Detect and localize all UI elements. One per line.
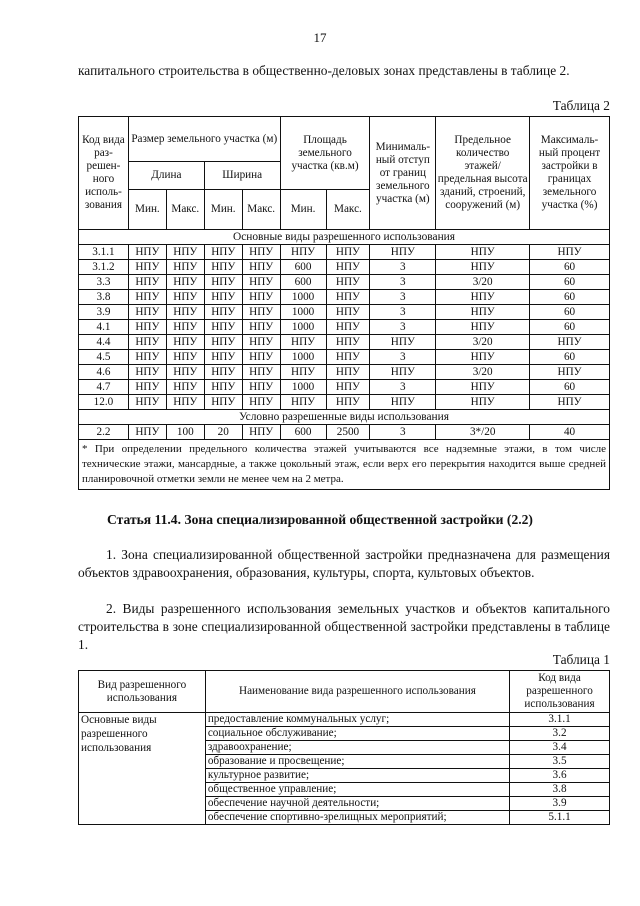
footnote-row [79, 440, 610, 490]
table-cell: 3/20 [436, 335, 530, 350]
header-length-max: Макс. [166, 190, 204, 230]
table-cell: НПУ [436, 290, 530, 305]
table-cell: НПУ [242, 245, 280, 260]
table-cell: НПУ [530, 245, 610, 260]
table-cell: 600 [280, 425, 326, 440]
table-row [79, 365, 610, 380]
table-cell: 600 [280, 260, 326, 275]
table-cell: НПУ [436, 395, 530, 410]
table-cell: НПУ [166, 320, 204, 335]
table-cell: 60 [530, 380, 610, 395]
header-length-min: Мин. [128, 190, 166, 230]
table2-caption: Таблица 2 [552, 98, 610, 113]
table-cell: 1000 [280, 380, 326, 395]
table-cell: 60 [530, 290, 610, 305]
header-width: Ширина [204, 162, 280, 190]
header-name: Наименование вида разрешенного использования [205, 671, 509, 713]
table-cell: НПУ [326, 245, 370, 260]
use-code-cell: 3.9 [79, 305, 129, 320]
table-cell: НПУ [242, 335, 280, 350]
section-conditional-uses-row [79, 410, 610, 425]
table-cell: 3 [370, 260, 436, 275]
use-code-cell: 3.1.1 [510, 713, 610, 727]
table-cell: 1000 [280, 320, 326, 335]
table-cell: 60 [530, 305, 610, 320]
table-cell: НПУ [242, 260, 280, 275]
use-code-cell: 4.1 [79, 320, 129, 335]
use-code-cell: 4.4 [79, 335, 129, 350]
table-cell: НПУ [128, 365, 166, 380]
table-cell: НПУ [166, 245, 204, 260]
use-code-cell: 4.5 [79, 350, 129, 365]
table-cell: НПУ [370, 365, 436, 380]
table-row [79, 713, 610, 727]
table-row [79, 425, 610, 440]
article-heading: Статья 11.4. Зона специализированной общественной застройки (2.2) [107, 512, 533, 527]
use-name-cell: обеспечение научной деятельности; [205, 797, 509, 811]
table-cell: 3 [370, 290, 436, 305]
table-cell: НПУ [242, 305, 280, 320]
table-cell: 100 [166, 425, 204, 440]
header-code: Код вида раз-решен-ного исполь-зования [79, 117, 129, 230]
table-cell: 3 [370, 380, 436, 395]
header-width-min: Мин. [204, 190, 242, 230]
table-cell: НПУ [204, 335, 242, 350]
table-cell: НПУ [242, 320, 280, 335]
use-code-cell: 3.9 [510, 797, 610, 811]
use-code-cell: 3.6 [510, 769, 610, 783]
table-cell: НПУ [436, 380, 530, 395]
table-row [79, 245, 610, 260]
table-cell: НПУ [326, 260, 370, 275]
table-cell: НПУ [530, 365, 610, 380]
header-length: Длина [128, 162, 204, 190]
header-area-min: Мин. [280, 190, 326, 230]
use-code-cell: 3.1.1 [79, 245, 129, 260]
table-cell: НПУ [166, 290, 204, 305]
use-code-cell: 5.1.1 [510, 811, 610, 825]
table-cell: НПУ [128, 425, 166, 440]
table-cell: НПУ [204, 305, 242, 320]
table-cell: 60 [530, 320, 610, 335]
use-code-cell: 3.4 [510, 741, 610, 755]
table-cell: 1000 [280, 290, 326, 305]
table-cell: 3/20 [436, 365, 530, 380]
table-cell: НПУ [204, 320, 242, 335]
table-cell: НПУ [204, 260, 242, 275]
table-cell: 1000 [280, 350, 326, 365]
table-cell: НПУ [436, 260, 530, 275]
section-main-uses: Основные виды разрешенного использования [79, 230, 610, 245]
use-name-cell: образование и просвещение; [205, 755, 509, 769]
table-cell: НПУ [280, 395, 326, 410]
table-cell: НПУ [128, 305, 166, 320]
table-cell: НПУ [204, 245, 242, 260]
table-cell: НПУ [128, 245, 166, 260]
table-row [79, 350, 610, 365]
table-cell: 3 [370, 425, 436, 440]
table-cell: НПУ [326, 290, 370, 305]
table-cell: НПУ [204, 365, 242, 380]
table-cell: 40 [530, 425, 610, 440]
table-cell: 1000 [280, 305, 326, 320]
section-main-uses-row [79, 230, 610, 245]
table-cell: НПУ [128, 260, 166, 275]
table-cell: НПУ [128, 350, 166, 365]
table-row [79, 395, 610, 410]
table-row [79, 320, 610, 335]
use-name-cell: социальное обслуживание; [205, 727, 509, 741]
table-cell: НПУ [326, 350, 370, 365]
use-name-cell: культурное развитие; [205, 769, 509, 783]
use-name-cell: здравоохранение; [205, 741, 509, 755]
use-name-cell: обеспечение спортивно-зрелищных мероприятий; [205, 811, 509, 825]
table-cell: НПУ [530, 335, 610, 350]
table-cell: НПУ [242, 425, 280, 440]
table-cell: НПУ [166, 335, 204, 350]
intro-paragraph: капитального строительства в общественно-деловых зонах представлены в таблице 2. [78, 63, 570, 78]
table-cell: НПУ [166, 380, 204, 395]
table-cell: НПУ [326, 275, 370, 290]
table-cell: НПУ [128, 320, 166, 335]
table-cell: НПУ [166, 350, 204, 365]
table-cell: 3 [370, 350, 436, 365]
table-cell: 60 [530, 350, 610, 365]
table-cell: НПУ [326, 395, 370, 410]
table-cell: НПУ [242, 395, 280, 410]
table-cell: 3*/20 [436, 425, 530, 440]
header-coverage: Максималь-ный процент застройки в границах земельного участка (%) [530, 117, 610, 230]
table-cell: НПУ [166, 365, 204, 380]
table-row [79, 290, 610, 305]
group-label: Основные виды разрешенного использования [79, 713, 206, 825]
table-cell: НПУ [280, 365, 326, 380]
table-cell: НПУ [242, 290, 280, 305]
table-cell: НПУ [166, 275, 204, 290]
use-code-cell: 3.8 [510, 783, 610, 797]
table-cell: НПУ [370, 245, 436, 260]
table-cell: НПУ [204, 350, 242, 365]
table-cell: НПУ [128, 290, 166, 305]
table-row [79, 305, 610, 320]
page-number: 17 [313, 30, 327, 45]
use-code-cell: 3.1.2 [79, 260, 129, 275]
table-cell: НПУ [326, 365, 370, 380]
table-cell: 3 [370, 275, 436, 290]
paragraph-1: 1. Зона специализированной общественной застройки предназначена для размещения объектов здравоохранения, образования, культуры, спорта, культовых объектов. [78, 547, 610, 580]
table-cell: 60 [530, 260, 610, 275]
table-cell: НПУ [204, 380, 242, 395]
use-code-cell: 3.8 [79, 290, 129, 305]
table-row [79, 260, 610, 275]
use-code-cell: 2.2 [79, 425, 129, 440]
table-cell: НПУ [280, 335, 326, 350]
table-cell: НПУ [530, 395, 610, 410]
table-cell: НПУ [436, 305, 530, 320]
table-cell: НПУ [128, 380, 166, 395]
table-cell: НПУ [280, 245, 326, 260]
table-row [79, 380, 610, 395]
header-plot-size: Размер земельного участка (м) [128, 117, 280, 162]
use-code-cell: 3.2 [510, 727, 610, 741]
table-cell: 3 [370, 305, 436, 320]
table-cell: НПУ [326, 305, 370, 320]
table-cell: 3/20 [436, 275, 530, 290]
header-use-code: Код вида разрешенного использования [510, 671, 610, 713]
table-cell: НПУ [166, 395, 204, 410]
table-cell: НПУ [204, 275, 242, 290]
table-cell: НПУ [128, 395, 166, 410]
table-cell: НПУ [128, 275, 166, 290]
table-cell: НПУ [326, 380, 370, 395]
table-cell: 2500 [326, 425, 370, 440]
table-footnote: * При определении предельного количества этажей учитываются все надземные этажи, в том числе технические этажи, мансардные, а также цокольный этаж, если верх его перекрытия находится выше средней планировочной отметки земли не менее чем на 2 метра. [79, 440, 610, 490]
table-cell: НПУ [166, 260, 204, 275]
header-area: Площадь земельного участка (кв.м) [280, 117, 370, 190]
table-cell: НПУ [204, 290, 242, 305]
table-cell: НПУ [370, 395, 436, 410]
table-cell: НПУ [166, 305, 204, 320]
header-area-max: Макс. [326, 190, 370, 230]
table-row [79, 335, 610, 350]
table-cell: НПУ [128, 335, 166, 350]
table-cell: НПУ [436, 245, 530, 260]
paragraph-2: 2. Виды разрешенного использования земельных участков и объектов капитального строительства в зоне специализированной общественной застройки представлены в таблице 1. [78, 601, 610, 652]
table-row [79, 275, 610, 290]
header-kind: Вид разрешенного использования [79, 671, 206, 713]
table-cell: 20 [204, 425, 242, 440]
table-cell: 60 [530, 275, 610, 290]
use-code-cell: 3.5 [510, 755, 610, 769]
use-code-cell: 12.0 [79, 395, 129, 410]
table-cell: НПУ [242, 350, 280, 365]
header-floors: Предельное количество этажей/ предельная высота зданий, строений, сооружений (м) [436, 117, 530, 230]
table-cell: НПУ [242, 275, 280, 290]
table-cell: НПУ [326, 335, 370, 350]
table-cell: НПУ [326, 320, 370, 335]
table-cell: 3 [370, 320, 436, 335]
use-code-cell: 3.3 [79, 275, 129, 290]
table-cell: НПУ [370, 335, 436, 350]
use-code-cell: 4.6 [79, 365, 129, 380]
table-cell: НПУ [242, 380, 280, 395]
header-width-max: Макс. [242, 190, 280, 230]
use-code-cell: 4.7 [79, 380, 129, 395]
zoning-parameters-table [78, 116, 610, 490]
table-cell: НПУ [204, 395, 242, 410]
table-cell: 600 [280, 275, 326, 290]
header-indent: Минималь-ный отступ от границ земельного участка (м) [370, 117, 436, 230]
table1-caption: Таблица 1 [552, 652, 610, 667]
section-conditional-uses: Условно разрешенные виды использования [79, 410, 610, 425]
allowed-uses-table [78, 670, 610, 825]
use-name-cell: предоставление коммунальных услуг; [205, 713, 509, 727]
use-name-cell: общественное управление; [205, 783, 509, 797]
table-cell: НПУ [436, 350, 530, 365]
table-cell: НПУ [436, 320, 530, 335]
table-cell: НПУ [242, 365, 280, 380]
